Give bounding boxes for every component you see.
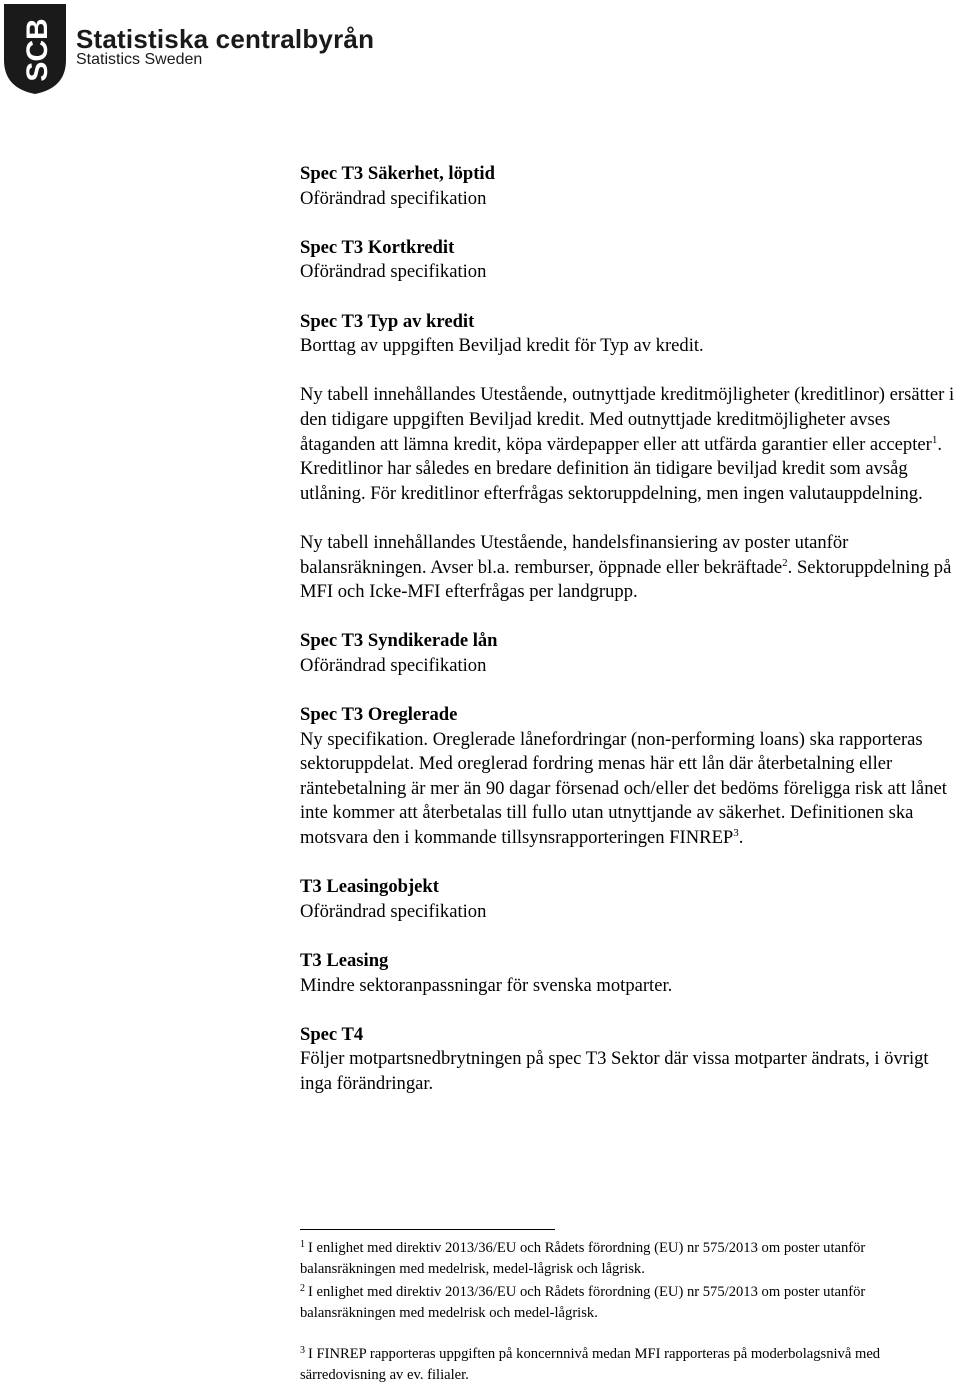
section-heading: Spec T3 Oreglerade [300,704,458,726]
section-body: Oförändrad specifikation [300,187,487,209]
paragraph-handelsfinansiering [300,531,955,605]
section-body: Följer motpartsnedbrytningen på spec T3 Sektor där vissa motparter ändrats, i övrigt inga förändringar. [300,1048,929,1094]
section-heading: Spec T3 Syndikerade lån [300,630,498,652]
footnote-3 [300,1344,955,1386]
logo-mark-text: SCB [21,18,54,82]
footnote-text: I enlighet med direktiv 2013/36/EU och Rådets förordning (EU) nr 575/2013 om poster utanför balansräkningen med medelrisk och medel-lågrisk. [300,1284,866,1321]
section-leasing [300,949,955,998]
document-body [300,162,955,1121]
footnote-number: 3 [300,1345,305,1356]
section-body [300,728,955,851]
section-body: Mindre sektoranpassningar för svenska motparter. [300,974,673,996]
paragraph-text: . Sektoruppdelning på MFI och Icke-MFI efterfrågas per landgrupp. [300,556,952,603]
footnote-1 [300,1238,955,1280]
paragraph-text: Ny specifikation. Oreglerade lånefordringar (non-performing loans) ska rapporteras sektoruppdelat. Med oreglerad fordring menas här ett lån där återbetalning eller räntebetalning är mer än 90 dagar försenad och/eller det bedöms föreligga risk att lånet inte kommer att återbetalas till fullo utan utnyttjande av säkerhet. Definitionen ska motsvara den i kommande tillsynsrapporteringen FINREP [300,728,947,849]
footnote-2 [300,1282,955,1324]
footnote-text: I FINREP rapporteras uppgiften på koncernnivå medan MFI rapporteras på moderbolagsnivå med särredovisning av ev. filialer. [300,1346,881,1383]
section-kortkredit [300,236,955,285]
section-sakerhet-loptid [300,162,955,211]
footnote-ref: 3 [733,826,739,839]
footnote-number: 1 [300,1239,305,1250]
scb-logo [0,0,400,100]
section-body: Borttag av uppgiften Beviljad kredit för Typ av kredit. [300,335,704,357]
section-body: Oförändrad specifikation [300,654,487,676]
paragraph-kreditlinor [300,383,955,506]
section-heading: T3 Leasing [300,950,389,971]
footnote-ref: 1 [931,433,938,446]
paragraph-text: Ny tabell innehållandes Utestående, handelsfinansiering av poster utanför balansräkningen. Avser bl.a. remburser, öppnade eller bekräftade [300,531,849,578]
section-heading: Spec T3 Typ av kredit [300,310,475,332]
section-body: Oförändrad specifikation [300,261,487,283]
section-body: Oförändrad specifikation [300,900,487,922]
footnote-divider [300,1229,555,1230]
paragraph-text: . [738,827,744,849]
org-name-en: Statistics Sweden [76,51,203,68]
org-name: Statistiska centralbyrån [76,24,375,54]
section-leasingobjekt [300,875,955,924]
section-heading: Spec T3 Kortkredit [300,236,455,258]
paragraph-text: Ny tabell innehållandes Utestående, outnyttjade kreditmöjligheter (kreditlinor) ersätter i den tidigare uppgiften Beviljad kredit. Med outnyttjade kreditmöjligheter avses åtaganden att lämna kredit, köpa värdepapper eller att utfärda garantier eller accepter [300,384,955,455]
footnote-ref: 2 [782,556,788,569]
section-oreglerade [300,703,955,851]
footnote-number: 2 [300,1283,305,1294]
section-heading: Spec T3 Säkerhet, löptid [300,163,495,184]
section-heading: T3 Leasingobjekt [300,876,439,898]
paragraph-text: . Kreditlinor har således en bredare definition än tidigare beviljad kredit som avsåg utlåning. För kreditlinor efterfrågas sektoruppdelning, men ingen valutauppdelning. [300,433,942,504]
section-syndikerade-lan [300,629,955,678]
section-spec-t4 [300,1023,955,1097]
scb-logo-icon [0,0,70,96]
footnote-text: I enlighet med direktiv 2013/36/EU och Rådets förordning (EU) nr 575/2013 om poster utanför balansräkningen med medelrisk, medel-lågrisk och lågrisk. [300,1240,866,1277]
footnotes [300,1238,955,1386]
section-heading: Spec T4 [300,1023,364,1045]
section-typ-av-kredit [300,310,955,605]
